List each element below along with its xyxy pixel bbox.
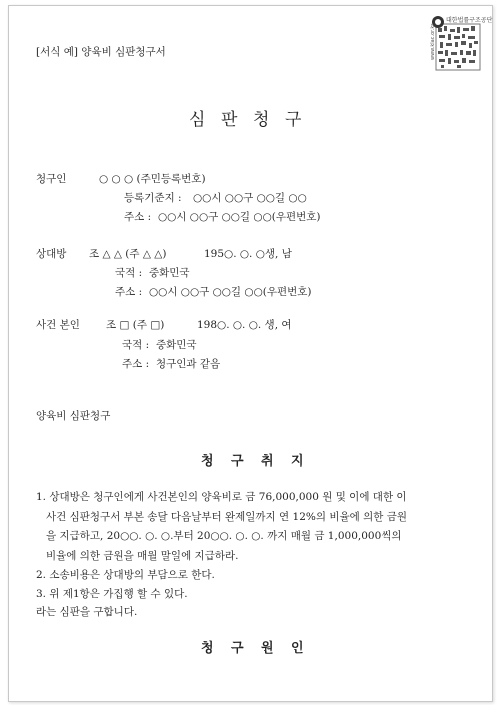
- stamp-logo: [426, 14, 493, 72]
- purpose-line: 사건 심판청구서 부본 송달 다음날부터 완제일까지 연 12%의 비율에 의한 금원: [46, 510, 408, 523]
- claimant-name: ○ ○ ○ (주민등록번호): [99, 173, 206, 185]
- cause-heading-char: 인: [291, 641, 304, 656]
- respondent-address-value: ○○시 ○○구 ○○길 ○○(우편번호): [149, 286, 312, 298]
- respondent-label: 상대방: [36, 248, 67, 260]
- document-page: [8, 5, 493, 702]
- respondent-nationality-label: 국적 :: [115, 267, 143, 279]
- principal-label: 사건 본인: [36, 319, 80, 331]
- form-label: [서식 예] 양육비 심판청구서: [36, 46, 166, 58]
- respondent-address-label: 주소 :: [115, 286, 143, 298]
- purpose-item-2: 2. 소송비용은 상대방의 부담으로 한다.: [36, 569, 215, 581]
- purpose-heading-char: 청: [201, 454, 214, 469]
- purpose-item-1: [36, 488, 476, 566]
- respondent-birth: 195○. ○. ○생, 남: [204, 248, 292, 260]
- claimant-registered-value: ○○시 ○○구 ○○길 ○○: [193, 192, 307, 204]
- purpose-line: 을 지급하고, 20○○. ○. ○.부터 20○○. ○. ○. 까지 매월 금 1,000,000씩의: [46, 530, 402, 542]
- title-char: 판: [221, 110, 238, 130]
- principal-birth: 198○. ○. ○. 생, 여: [197, 319, 292, 331]
- purpose-heading-char: 지: [291, 454, 304, 469]
- title-char: 청: [253, 110, 270, 130]
- respondent-name: 조 △ △ (주 △ △): [89, 248, 167, 260]
- purpose-line: 비율에 의한 금원을 매월 말일에 지급하라.: [46, 549, 239, 562]
- stamp-text: 대한법률구조공단: [446, 17, 493, 24]
- cause-heading-char: 청: [201, 641, 214, 656]
- purpose-closing: 라는 심판을 구합니다.: [36, 606, 138, 618]
- stamp-url: www.klac.or.kr: [430, 23, 436, 60]
- cause-heading-char: 구: [231, 641, 244, 656]
- respondent-nationality-value: 중화민국: [149, 267, 190, 279]
- title-char: 심: [189, 110, 206, 130]
- principal-address-value: 청구인과 같음: [156, 358, 221, 370]
- cause-heading-char: 원: [261, 641, 274, 656]
- claimant-registered-label: 등록기준지 :: [124, 192, 182, 204]
- principal-nationality-value: 중화민국: [156, 339, 197, 351]
- principal-address-label: 주소 :: [122, 358, 150, 370]
- purpose-heading-char: 구: [231, 454, 244, 469]
- principal-name: 조 □ (주 □): [106, 319, 165, 331]
- claimant-label: 청구인: [36, 173, 67, 185]
- purpose-item-3: 3. 위 제1항은 가집행 할 수 있다.: [36, 588, 188, 600]
- purpose-heading-char: 취: [261, 454, 274, 469]
- case-name: 양육비 심판청구: [36, 410, 111, 422]
- claimant-address-label: 주소 :: [124, 211, 152, 223]
- principal-nationality-label: 국적 :: [122, 339, 150, 351]
- title-char: 구: [285, 110, 302, 130]
- purpose-line: 1. 상대방은 청구인에게 사건본인의 양육비로 금 76,000,000 원 및 이에 대한 이: [36, 491, 407, 503]
- claimant-address-value: ○○시 ○○구 ○○길 ○○(우편번호): [158, 211, 321, 223]
